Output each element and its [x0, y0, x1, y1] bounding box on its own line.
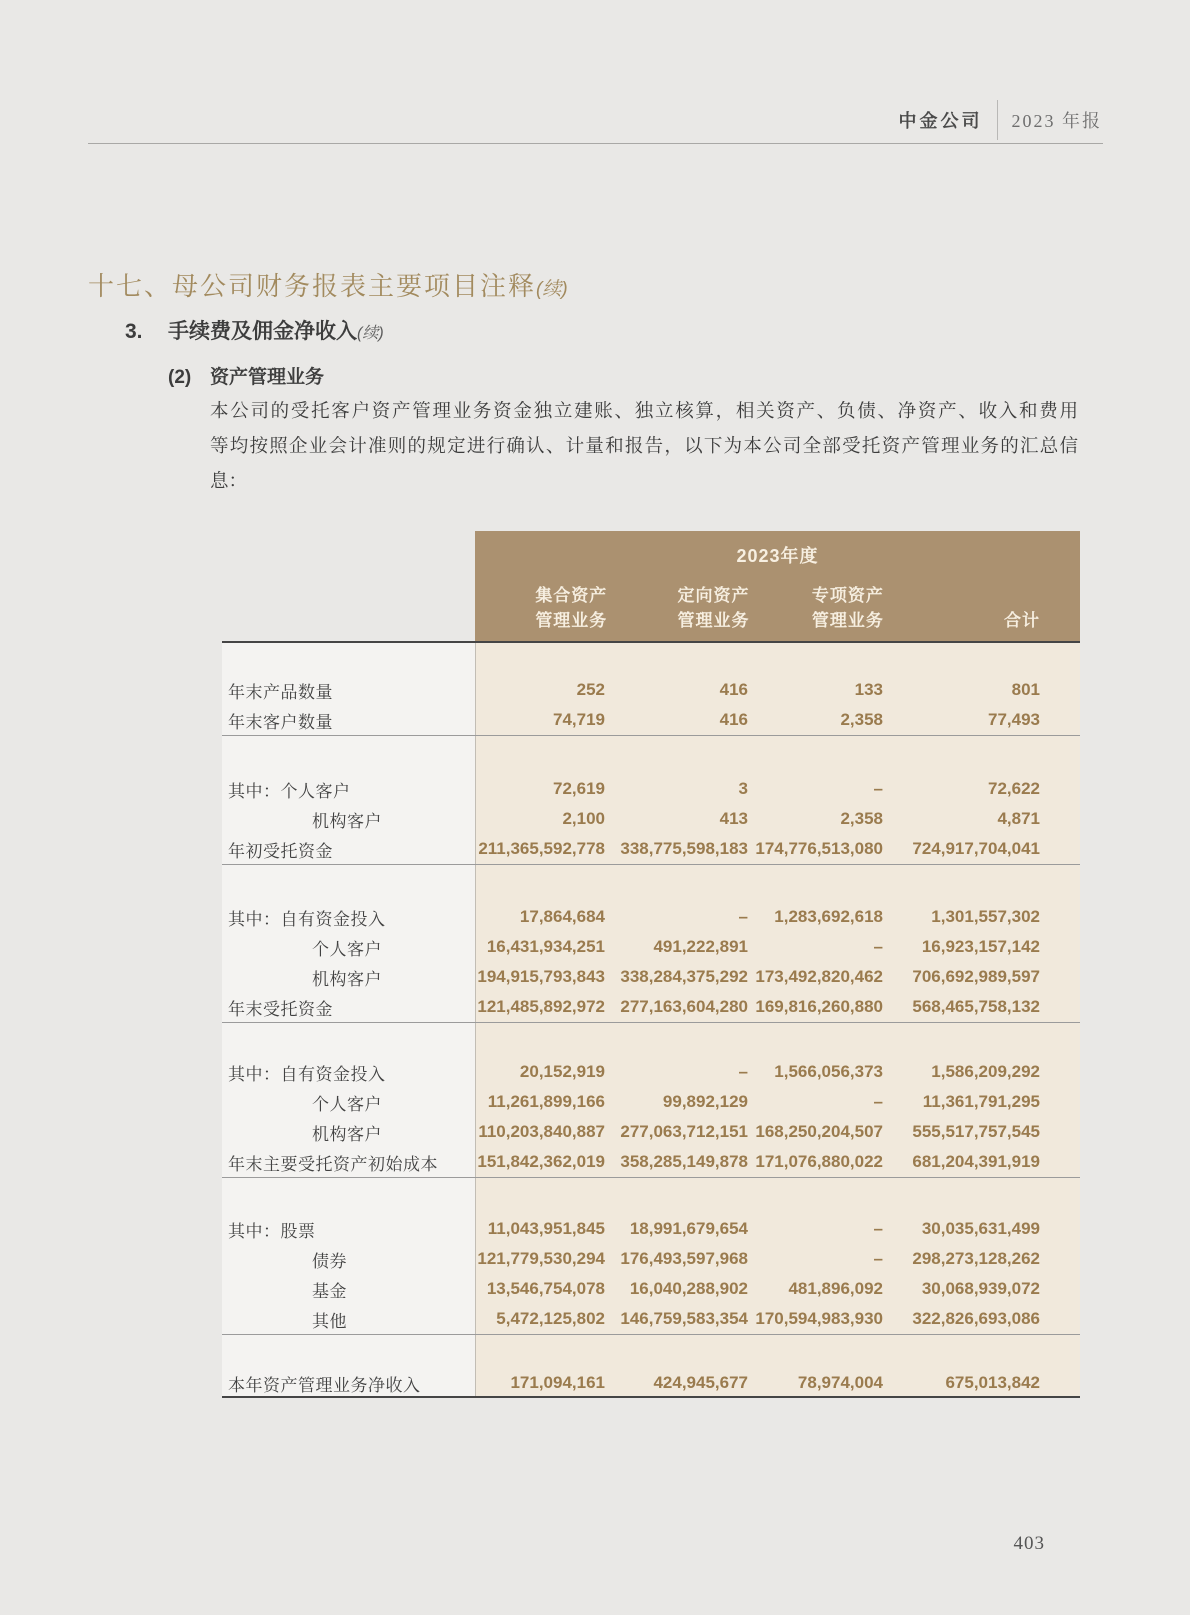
table-group	[222, 643, 1080, 736]
row-label: 年末受托资金	[228, 999, 333, 1019]
table-group	[222, 1178, 1080, 1335]
table-row	[222, 834, 1080, 864]
cell-value: 298,273,128,262	[912, 1249, 1040, 1268]
row-label: 机构客户	[312, 811, 382, 831]
cell-value: 13,546,754,078	[486, 1279, 605, 1298]
cell-value: 170,594,983,930	[755, 1309, 883, 1328]
cell-value: 169,816,260,880	[755, 997, 883, 1016]
table-row	[222, 1304, 1080, 1334]
cell-value: 724,917,704,041	[912, 839, 1040, 858]
table-row	[222, 1368, 1080, 1398]
cell-value: –	[873, 779, 883, 798]
table-row	[222, 1087, 1080, 1117]
cell-value: 211,365,592,778	[478, 839, 605, 858]
table-header-band	[475, 531, 1080, 641]
row-label: 其中：自有资金投入	[228, 1064, 386, 1084]
section-heading	[88, 266, 568, 303]
column-header-targeted	[607, 583, 749, 633]
header-rule	[88, 143, 1103, 144]
row-label: 机构客户	[312, 969, 382, 989]
cell-value: –	[873, 1249, 883, 1268]
cell-value: 681,204,391,919	[912, 1152, 1040, 1171]
row-label: 本年资产管理业务净收入	[228, 1375, 421, 1395]
cell-value: 1,301,557,302	[931, 907, 1040, 926]
cell-value: 171,076,880,022	[755, 1152, 883, 1171]
cell-value: 16,431,934,251	[486, 937, 605, 956]
cell-value: 322,826,693,086	[912, 1309, 1040, 1328]
report-year-label: 2023 年报	[1011, 111, 1102, 131]
cell-value: 171,094,161	[510, 1373, 605, 1392]
cell-value: 133	[854, 680, 883, 699]
cell-value: 416	[719, 680, 748, 699]
cell-value: 277,063,712,151	[620, 1122, 748, 1141]
header-divider	[997, 100, 998, 140]
table-row	[222, 804, 1080, 834]
paragraph-line: 息：	[210, 470, 248, 491]
cell-value: 1,566,056,373	[774, 1062, 883, 1081]
cell-value: 2,358	[840, 809, 883, 828]
cell-value: 168,250,204,507	[755, 1122, 883, 1141]
cell-value: 4,871	[997, 809, 1040, 828]
section-continued-mark: (续)	[536, 279, 568, 300]
column-header-line: 管理业务	[535, 611, 608, 630]
table-row	[222, 1057, 1080, 1087]
column-header-line: 管理业务	[811, 611, 884, 630]
cell-value: 3	[738, 779, 748, 798]
cell-value: 424,945,677	[653, 1373, 748, 1392]
subsection-number: 3.	[125, 320, 143, 343]
page-header	[899, 100, 1103, 140]
column-header-line: 定向资产	[677, 586, 750, 605]
cell-value: 801	[1011, 680, 1040, 699]
column-header-total	[884, 583, 1040, 633]
cell-value: 173,492,820,462	[755, 967, 883, 986]
cell-value: 11,043,951,845	[487, 1219, 605, 1238]
table-column-headers	[478, 583, 1040, 633]
cell-value: 110,203,840,887	[478, 1122, 605, 1141]
subsection-title: 手续费及佣金净收入	[168, 320, 357, 343]
cell-value: 491,222,891	[653, 937, 748, 956]
row-label: 基金	[312, 1281, 347, 1301]
column-header-line: 管理业务	[677, 611, 750, 630]
cell-value: 2,100	[562, 809, 605, 828]
cell-value: 2,358	[840, 710, 883, 729]
row-label: 其中：股票	[228, 1221, 316, 1241]
item-number: (2)	[168, 367, 192, 388]
cell-value: 481,896,092	[788, 1279, 883, 1298]
intro-paragraph	[210, 393, 1078, 498]
cell-value: 568,465,758,132	[912, 997, 1040, 1016]
cell-value: 1,283,692,618	[774, 907, 883, 926]
cell-value: 121,779,530,294	[477, 1249, 605, 1268]
cell-value: 176,493,597,968	[620, 1249, 748, 1268]
cell-value: 78,974,004	[797, 1373, 883, 1392]
cell-value: 18,991,679,654	[629, 1219, 748, 1238]
table-row	[222, 1274, 1080, 1304]
cell-value: 706,692,989,597	[912, 967, 1040, 986]
company-name: 中金公司	[898, 111, 983, 131]
cell-value: 416	[719, 710, 748, 729]
table-row	[222, 962, 1080, 992]
subsection-heading	[125, 315, 384, 345]
cell-value: 72,622	[988, 779, 1040, 798]
row-label: 年初受托资金	[228, 841, 333, 861]
section-title: 母公司财务报表主要项目注释	[172, 271, 537, 301]
cell-value: 338,775,598,183	[620, 839, 748, 858]
cell-value: 5,472,125,802	[496, 1309, 605, 1328]
cell-value: 99,892,129	[662, 1092, 748, 1111]
table-group	[222, 865, 1080, 1023]
table-row	[222, 902, 1080, 932]
cell-value: –	[873, 937, 883, 956]
table-row	[222, 1244, 1080, 1274]
table-row	[222, 1117, 1080, 1147]
row-label: 其中：个人客户	[228, 781, 351, 801]
table-row	[222, 774, 1080, 804]
table-row	[222, 932, 1080, 962]
cell-value: 338,284,375,292	[620, 967, 748, 986]
cell-value: 30,068,939,072	[921, 1279, 1040, 1298]
row-label: 年末客户数量	[228, 712, 333, 732]
cell-value: 146,759,583,354	[620, 1309, 748, 1328]
cell-value: 11,361,791,295	[922, 1092, 1040, 1111]
row-label: 个人客户	[312, 1094, 382, 1114]
asset-management-table	[222, 531, 1080, 1398]
cell-value: 1,586,209,292	[931, 1062, 1040, 1081]
subsection-continued-mark: (续)	[357, 325, 384, 342]
paragraph-line: 本公司的受托客户资产管理业务资金独立建账、独立核算，相关资产、负债、净资产、收入和费用	[210, 400, 1078, 421]
cell-value: 16,040,288,902	[629, 1279, 748, 1298]
table-row	[222, 992, 1080, 1022]
item-title: 资产管理业务	[210, 367, 325, 388]
cell-value: 121,485,892,972	[477, 997, 605, 1016]
table-row	[222, 675, 1080, 705]
row-label: 其他	[312, 1311, 347, 1331]
table-group	[222, 1023, 1080, 1178]
column-header-line: 合计	[1004, 611, 1040, 630]
table-group	[222, 736, 1080, 865]
column-header-special	[750, 583, 884, 633]
cell-value: –	[873, 1092, 883, 1111]
paragraph-line: 等均按照企业会计准则的规定进行确认、计量和报告，以下为本公司全部受托资产管理业务的汇总信	[210, 435, 1078, 456]
item-heading	[168, 362, 324, 389]
section-number: 十七、	[88, 271, 173, 301]
column-header-line: 集合资产	[535, 586, 608, 605]
column-header-collective	[478, 583, 607, 633]
row-label: 年末主要受托资产初始成本	[228, 1154, 438, 1174]
row-label: 其中：自有资金投入	[228, 909, 386, 929]
cell-value: 358,285,149,878	[620, 1152, 748, 1171]
page-number: 403	[1013, 1533, 1045, 1554]
cell-value: 30,035,631,499	[921, 1219, 1040, 1238]
cell-value: 74,719	[553, 710, 605, 729]
cell-value: 17,864,684	[519, 907, 605, 926]
cell-value: 20,152,919	[519, 1062, 605, 1081]
cell-value: 277,163,604,280	[620, 997, 748, 1016]
cell-value: –	[738, 907, 748, 926]
row-label: 债券	[312, 1251, 347, 1271]
row-label: 个人客户	[312, 939, 382, 959]
cell-value: –	[738, 1062, 748, 1081]
cell-value: 194,915,793,843	[477, 967, 605, 986]
table-body	[222, 641, 1080, 1398]
cell-value: 11,261,899,166	[487, 1092, 605, 1111]
cell-value: 77,493	[988, 710, 1040, 729]
cell-value: 72,619	[553, 779, 605, 798]
cell-value: 151,842,362,019	[477, 1152, 605, 1171]
cell-value: –	[873, 1219, 883, 1238]
table-row	[222, 1214, 1080, 1244]
row-label: 机构客户	[312, 1124, 382, 1144]
cell-value: 413	[719, 809, 748, 828]
table-period-header: 2023年度	[736, 546, 819, 566]
table-row	[222, 705, 1080, 735]
cell-value: 174,776,513,080	[755, 839, 883, 858]
cell-value: 675,013,842	[945, 1373, 1040, 1392]
table-group	[222, 1335, 1080, 1398]
cell-value: 555,517,757,545	[912, 1122, 1040, 1141]
row-label: 年末产品数量	[228, 682, 333, 702]
cell-value: 16,923,157,142	[921, 937, 1040, 956]
cell-value: 252	[576, 680, 605, 699]
column-header-line: 专项资产	[811, 586, 884, 605]
table-row	[222, 1147, 1080, 1177]
